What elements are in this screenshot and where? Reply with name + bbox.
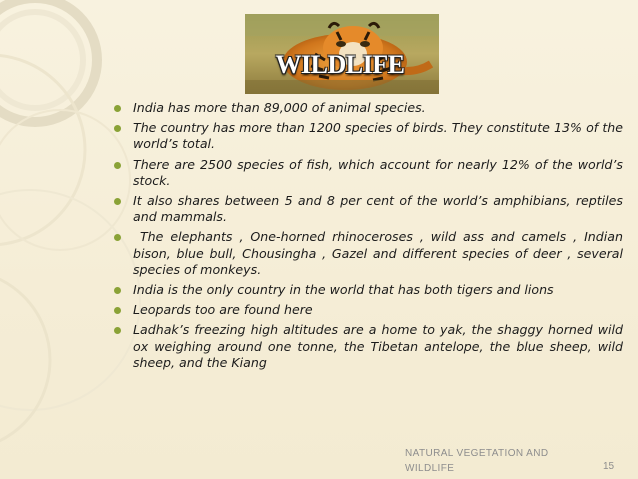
bullet-dot-icon	[114, 198, 121, 205]
bullet-dot-icon	[114, 162, 121, 169]
bullet-text: It also shares between 5 and 8 per cent of the world’s amphibians, reptiles and mammals.	[133, 193, 623, 225]
bullet-list	[113, 100, 628, 375]
bullet-text: There are 2500 species of fish, which account for nearly 12% of the world’s stock.	[133, 156, 623, 188]
bullet-text: India is the only country in the world that has both tigers and lions	[133, 282, 554, 298]
footer-title: NATURAL VEGETATION AND WILDLIFE	[405, 448, 549, 474]
bullet-text: The elephants , One-horned rhinoceroses , wild ass and camels , Indian bison, blue bull, Chousingha , Gazel and different species of deer , several species of monkeys.	[133, 229, 628, 277]
bullet-text: The country has more than 1200 species of birds. They constitute 13% of the world’s total.	[133, 120, 623, 152]
bullet-dot-icon	[114, 287, 121, 294]
bullet-item	[113, 193, 623, 225]
bullet-item	[113, 100, 623, 116]
page-number: 15	[603, 461, 615, 472]
bullet-dot-icon	[114, 307, 121, 314]
bullet-item	[113, 229, 628, 278]
bullet-item	[113, 120, 623, 152]
bullet-dot-icon	[114, 327, 121, 334]
bullet-dot-icon	[114, 105, 121, 112]
bullet-text: India has more than 89,000 of animal species.	[133, 100, 426, 115]
bullet-item	[113, 322, 623, 371]
bullet-dot-icon	[114, 125, 121, 132]
bullet-dot-icon	[114, 234, 121, 241]
bullet-text: Ladhak’s freezing high altitudes are a home to yak, the shaggy horned wild ox weighing around one tonne, the Tibetan antelope, the blue sheep, wild sheep, and the Kiang	[133, 322, 623, 370]
bullet-item	[113, 302, 623, 318]
slide-title: WILDLIFE	[275, 50, 405, 79]
bullet-text: Leopards too are found here	[133, 302, 313, 318]
bullet-item	[113, 282, 623, 298]
bullet-item	[113, 157, 623, 189]
